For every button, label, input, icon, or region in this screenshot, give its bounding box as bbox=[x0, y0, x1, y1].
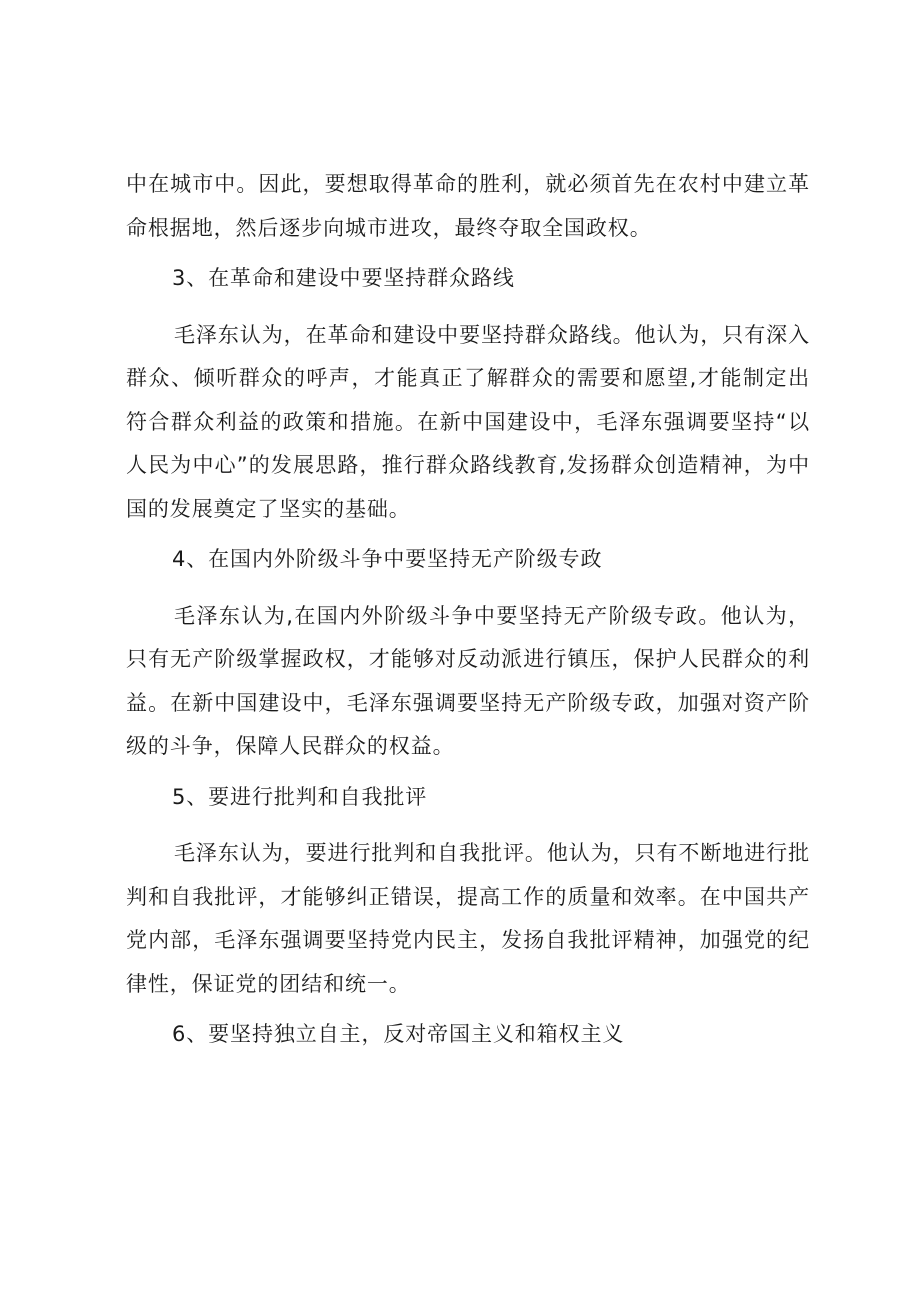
section-heading-4: 4、在国内外阶级斗争中要坚持无产阶级专政 bbox=[172, 547, 603, 571]
section-heading-6: 6、要坚持独立自主，反对帝国主义和箱权主义 bbox=[172, 1022, 625, 1046]
paragraph-mass-line: 毛泽东认为，在革命和建设中要坚持群众路线。他认为，只有深入群众、倾听群众的呼声，才能真正了解群众的需要和愿望,才能制定出符合群众利益的政策和措施。在新中国建设中，毛泽东强调要坚持“以人民为中心”的发展思路，推行群众路线教育,发扬群众创造精神，为中国的发展奠定了坚实的基础。 bbox=[126, 322, 810, 521]
paragraph-proletarian-dictatorship: 毛泽东认为,在国内外阶级斗争中要坚持无产阶级专政。他认为，只有无产阶级掌握政权，才能够对反动派进行镇压，保护人民群众的利益。在新中国建设中，毛泽东强调要坚持无产阶级专政，加强对资产阶级的斗争，保障人民群众的权益。 bbox=[126, 603, 810, 758]
paragraph-continuation: 中在城市中。因此，要想取得革命的胜利，就必须首先在农村中建立革命根据地，然后逐步向城市进攻，最终夺取全国政权。 bbox=[126, 172, 810, 240]
document-body bbox=[126, 163, 810, 1057]
section-heading-5: 5、要进行批判和自我批评 bbox=[172, 784, 428, 809]
section-heading-3: 3、在革命和建设中要坚持群众路线 bbox=[172, 266, 515, 290]
paragraph-criticism: 毛泽东认为，要进行批判和自我批评。他认为，只有不断地进行批判和自我批评，才能够纠正错误，提高工作的质量和效率。在中国共产党内部，毛泽东强调要坚持党内民主，发扬自我批评精神，加强党的纪律性，保证党的团结和统一。 bbox=[126, 841, 810, 996]
